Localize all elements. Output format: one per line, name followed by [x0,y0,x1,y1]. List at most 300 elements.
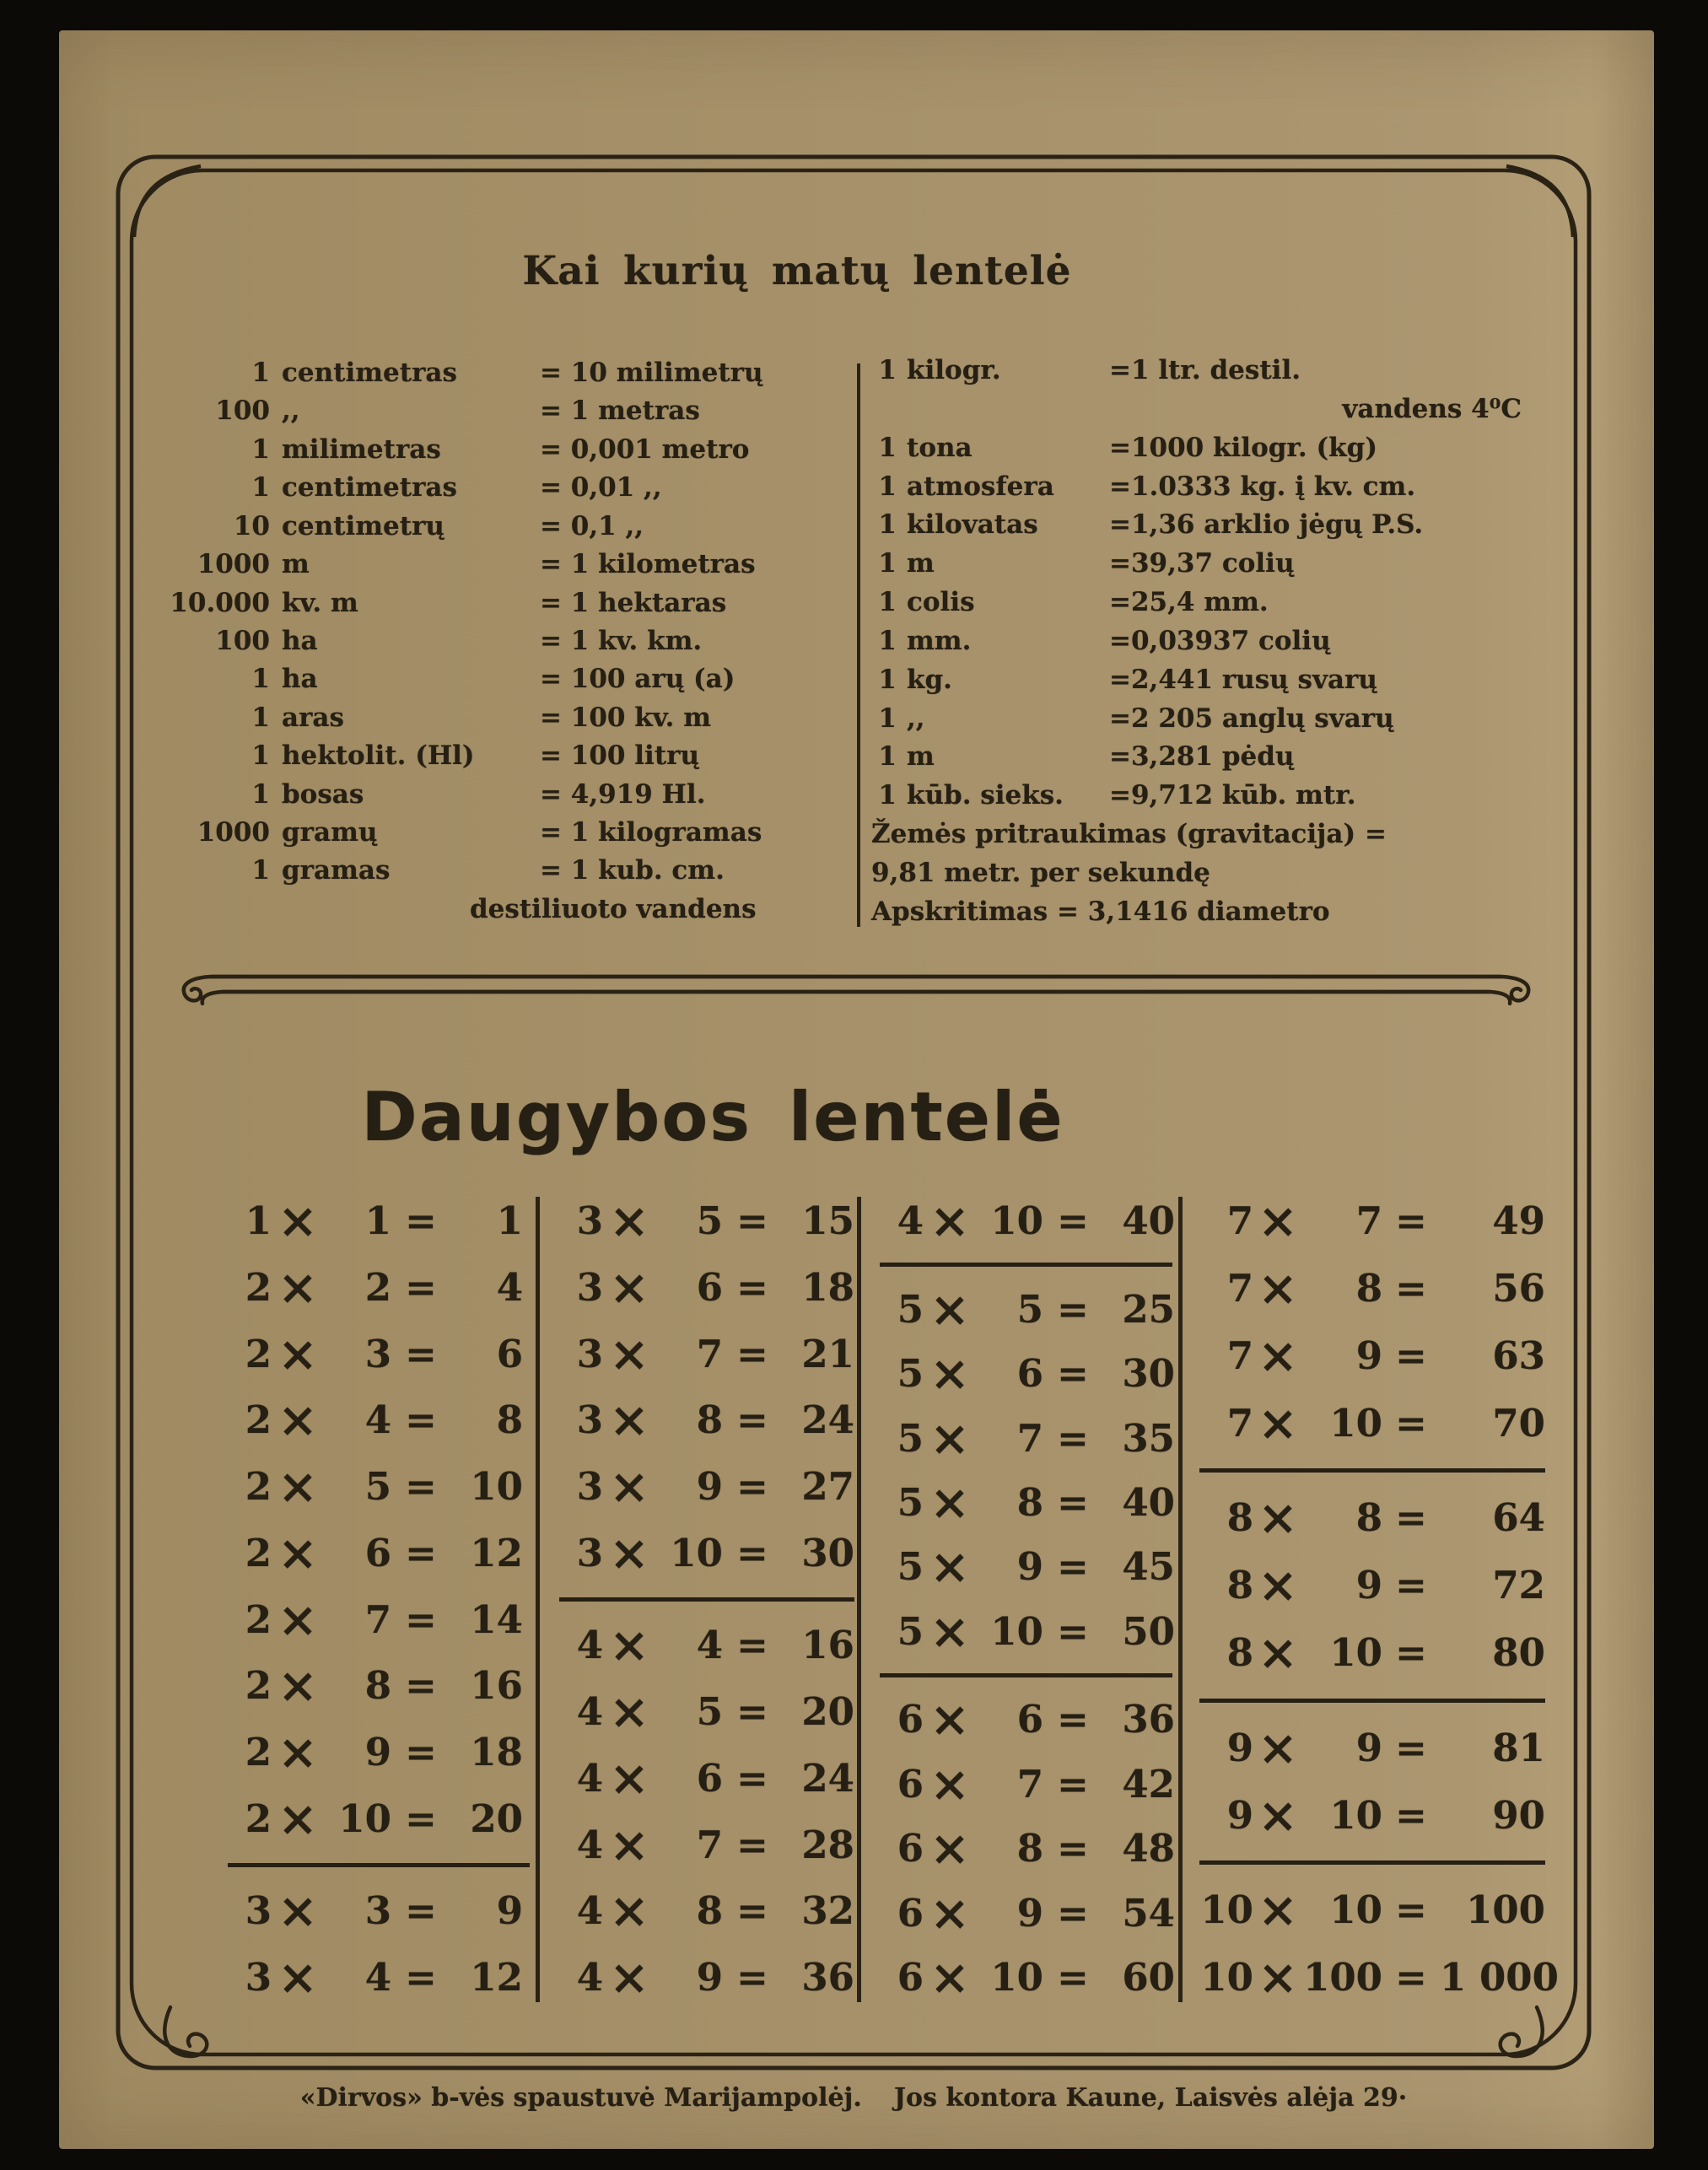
measure-value: =3,281 pėdų [1109,741,1295,773]
measure-unit: mm. [907,625,972,656]
equals-sign: = [736,1331,768,1376]
measure-unit: gramų [282,817,378,848]
measure-value: = 1 kilogramas [540,817,762,848]
equals-sign: = [1395,1887,1427,1932]
measure-row [156,855,854,886]
multiplication-row [880,1280,1175,1338]
measure-number: 1 [251,472,270,503]
multiplication-row [559,1524,854,1581]
factor-b: 10 [670,1530,723,1575]
times-sign: × [609,1617,649,1674]
measure-number: 1 [251,358,270,388]
multiplication-row [228,1790,530,1847]
multiplication-column-4 [1199,1193,1559,2006]
times-sign: × [1258,1557,1298,1614]
factor-a: 10 [1200,1954,1253,2000]
multiplication-row [880,1884,1175,1941]
product: 27 [801,1464,854,1509]
equals-sign: = [1395,1563,1427,1608]
times-sign: × [609,1258,649,1316]
factor-b: 1 [364,1198,391,1243]
imprint-printer: «Dirvos» b-vės spaustuvė Marijampolėj. [299,2083,862,2113]
times-sign: × [1258,1948,1298,2006]
equals-sign: = [1057,1954,1089,2000]
factor-b: 6 [1016,1697,1043,1742]
multiplication-column-1 [228,1193,530,2006]
factor-a: 6 [897,1954,924,2000]
measure-number: 1 [878,664,897,695]
times-sign: × [277,1949,318,2006]
equals-sign: = [736,1689,768,1734]
factor-a: 4 [576,1623,603,1668]
multiplication-row [228,1882,530,1940]
measure-unit: ha [282,625,318,656]
factor-b: 8 [696,1888,723,1934]
factor-b: 8 [1016,1479,1043,1525]
product: 45 [1122,1544,1175,1590]
product: 35 [1122,1415,1175,1461]
multiplication-row [1199,1260,1545,1317]
factor-a: 5 [897,1286,924,1332]
times-sign: × [609,1949,649,2006]
measure-value: =1 ltr. destil. [1109,355,1301,385]
measure-row [871,471,1544,502]
factor-b: 10 [990,1608,1043,1654]
measure-value: =1,36 arklio jėgų P.S. [1109,509,1424,541]
measure-unit: bosas [282,778,364,810]
imprint-office: Jos kontora Kaune, Laisvės alėja 29· [893,2083,1408,2113]
equals-sign: = [405,1663,437,1709]
factor-a: 2 [245,1264,272,1310]
product: 56 [1492,1266,1545,1311]
rule-line [559,1597,854,1602]
multiplication-row [559,1392,854,1449]
measure-value: = 1 kv. km. [540,625,703,656]
measure-value: = 100 kv. m [540,702,712,733]
product: 1 000 [1440,1954,1559,2000]
measure-text: Žemės pritraukimas (gravitacija) = [871,819,1387,850]
times-sign: × [609,1325,649,1382]
times-sign: × [929,1538,970,1596]
times-sign: × [1258,1881,1298,1938]
times-sign: × [609,1458,649,1515]
measure-number: 1 [251,664,270,695]
times-sign: × [929,1345,970,1403]
equals-sign: = [736,1264,768,1310]
factor-a: 7 [1226,1266,1253,1311]
factor-b: 10 [338,1796,391,1841]
measure-number: 10 [233,510,270,541]
factor-a: 3 [245,1888,272,1934]
product: 24 [801,1755,854,1801]
factor-b: 10 [1329,1401,1382,1446]
measure-unit: m [907,548,935,579]
multiplication-row [1199,1489,1545,1547]
product: 80 [1492,1630,1545,1676]
factor-a: 4 [576,1955,603,2000]
equals-sign: = [736,1955,768,2000]
multiplication-title: Daugybos lentelė [361,1078,1064,1156]
paper-card [59,30,1654,2149]
measure-number: 1 [878,509,897,541]
product: 25 [1122,1286,1175,1332]
factor-b: 100 [1303,1954,1382,2000]
product: 12 [470,1955,523,2000]
measure-unit: hektolit. (Hl) [282,740,475,772]
measure-number: 10.000 [170,587,270,618]
product: 10 [470,1464,523,1509]
measure-number: 1000 [197,817,270,848]
factor-b: 3 [364,1888,391,1934]
factor-a: 2 [245,1663,272,1709]
product: 1 [496,1198,523,1243]
factor-a: 2 [245,1730,272,1774]
product: 20 [470,1796,523,1841]
product: 6 [496,1331,523,1376]
multiplication-column-2 [559,1193,854,2006]
measure-number: 1 [251,855,270,886]
multiplication-row [1199,1786,1545,1844]
times-sign: × [277,1724,318,1780]
times-sign: × [929,1755,970,1812]
times-sign: × [277,1882,318,1940]
multiplication-row [559,1193,854,1249]
measure-value: = 1 hektaras [540,587,727,618]
product: 100 [1466,1887,1545,1932]
factor-b: 7 [696,1822,723,1867]
factor-b: 6 [696,1755,723,1801]
measure-number: 100 [215,625,270,656]
measures-left-column [156,358,854,924]
measures-column-divider [857,363,860,927]
product: 49 [1492,1198,1545,1243]
measure-text: 9,81 metr. per sekundę [871,857,1210,888]
factor-b: 9 [1355,1563,1382,1608]
product: 16 [470,1663,523,1709]
times-sign: × [609,1392,649,1449]
equals-sign: = [736,1888,768,1934]
times-sign: × [929,1948,970,2006]
product: 4 [496,1264,523,1310]
product: 36 [801,1955,854,2000]
equals-sign: = [1395,1333,1427,1379]
measure-value: = 100 arų (a) [540,664,735,695]
times-sign: × [929,1820,970,1877]
multiplication-row [880,1602,1175,1660]
multiplication-row [559,1458,854,1515]
multiplication-row [559,1816,854,1873]
measure-number: 1000 [197,549,270,580]
product: 18 [470,1730,523,1774]
equals-sign: = [405,1331,437,1376]
equals-sign: = [1057,1826,1089,1871]
multiplication-row [228,1524,530,1581]
measure-value: = 0,001 metro [540,433,750,465]
multiplication-row [559,1258,854,1316]
factor-b: 10 [1329,1630,1382,1676]
factor-b: 6 [696,1264,723,1310]
column-separator-2 [857,1197,861,2002]
measure-value: =1.0333 kg. į kv. cm. [1109,471,1416,502]
measure-row [156,588,854,618]
measure-note: destiliuoto vandens [470,893,757,924]
times-sign: × [1258,1624,1298,1682]
product: 72 [1492,1563,1545,1608]
factor-a: 6 [897,1826,924,1871]
factor-b: 8 [696,1397,723,1443]
factor-b: 7 [1016,1761,1043,1807]
multiplication-column-3 [880,1193,1175,2006]
factor-b: 9 [1355,1725,1382,1770]
times-sign: × [277,1524,318,1581]
measure-unit: m [282,549,310,580]
measure-value: = 4,919 Hl. [540,778,706,810]
multiplication-row [228,1193,530,1249]
equals-sign: = [1395,1495,1427,1541]
measure-unit: atmosfera [907,471,1054,502]
measures-right-column [871,355,1544,927]
product: 24 [801,1397,854,1443]
measure-number: 1 [251,778,270,810]
measure-row [871,548,1544,579]
factor-b: 5 [364,1464,391,1509]
measure-unit: colis [907,587,975,618]
measure-row [871,741,1544,772]
times-sign: × [609,1749,649,1807]
factor-a: 8 [1226,1495,1253,1541]
product: 16 [801,1623,854,1668]
measure-row [871,433,1544,463]
multiplication-row [228,1724,530,1780]
times-sign: × [1258,1327,1298,1385]
measure-value: = 0,1 ,, [540,510,644,541]
rule-line [1199,1468,1545,1473]
factor-b: 8 [1355,1495,1382,1541]
multiplication-row [880,1345,1175,1403]
measure-unit: aras [282,702,344,733]
times-sign: × [277,1591,318,1648]
measure-unit: gramas [282,855,391,886]
equals-sign: = [1057,1198,1089,1243]
equals-sign: = [1057,1761,1089,1807]
factor-b: 7 [1016,1415,1043,1461]
measures-title: Kai kurių matų lentelė [522,248,1072,294]
measure-number: 1 [878,625,897,656]
factor-a: 2 [245,1597,272,1642]
factor-b: 5 [696,1689,723,1734]
product: 63 [1492,1333,1545,1379]
factor-a: 3 [576,1530,603,1575]
equals-sign: = [405,1530,437,1575]
times-sign: × [277,1193,318,1249]
multiplication-row [1199,1327,1545,1385]
measure-row [156,472,854,503]
equals-sign: = [405,1397,437,1443]
multiplication-row [228,1949,530,2006]
measure-number: 1 [878,355,897,385]
product: 36 [1122,1697,1175,1742]
measure-value: =2 205 anglų svarų [1109,703,1394,734]
factor-a: 9 [1226,1725,1253,1770]
product: 30 [801,1530,854,1575]
times-sign: × [1258,1719,1298,1776]
equals-sign: = [1057,1415,1089,1461]
factor-a: 3 [576,1397,603,1443]
factor-a: 5 [897,1608,924,1654]
times-sign: × [1258,1489,1298,1547]
factor-a: 3 [576,1264,603,1310]
times-sign: × [1258,1260,1298,1317]
factor-b: 10 [990,1954,1043,2000]
times-sign: × [1258,1786,1298,1844]
measure-row [156,358,854,388]
measure-value: = 100 litrų [540,740,700,772]
measure-unit: kūb. sieks. [907,780,1064,811]
times-sign: × [1258,1395,1298,1452]
factor-a: 7 [1226,1333,1253,1379]
rule-line [1199,1860,1545,1865]
measure-row [871,587,1544,617]
product: 8 [496,1397,523,1443]
factor-b: 10 [1329,1792,1382,1838]
measure-unit: kilovatas [907,509,1038,541]
times-sign: × [277,1790,318,1847]
equals-sign: = [405,1464,437,1509]
factor-a: 6 [897,1761,924,1807]
product: 9 [496,1888,523,1934]
measure-unit: centimetrų [282,510,445,541]
multiplication-row [880,1409,1175,1467]
rule-line [228,1863,530,1867]
measure-row [156,664,854,694]
factor-b: 8 [364,1663,391,1709]
product: 15 [801,1198,854,1243]
multiplication-row [880,1473,1175,1531]
measure-number: 1 [251,702,270,733]
factor-b: 7 [696,1331,723,1376]
equals-sign: = [1395,1954,1427,2000]
factor-b: 7 [1355,1198,1382,1243]
product: 90 [1492,1792,1545,1838]
equals-sign: = [736,1755,768,1801]
multiplication-row [228,1657,530,1715]
measure-number: 1 [251,740,270,772]
measure-note: vandens 4⁰C [1342,393,1522,424]
product: 28 [801,1822,854,1867]
times-sign: × [929,1691,970,1748]
measure-value: =39,37 colių [1109,548,1295,579]
multiplication-row [880,1691,1175,1748]
equals-sign: = [1395,1401,1427,1446]
measure-row [156,434,854,465]
times-sign: × [277,1657,318,1715]
divider-ornament [169,948,1544,1041]
times-sign: × [609,1882,649,1940]
measure-unit: kilogr. [907,355,1001,385]
equals-sign: = [736,1822,768,1867]
multiplication-row [880,1755,1175,1812]
factor-a: 4 [576,1755,603,1801]
measure-number: 1 [878,780,897,811]
factor-a: 1 [245,1198,272,1243]
product: 30 [1122,1351,1175,1397]
imprint-footer [118,2083,1589,2113]
times-sign: × [1258,1193,1298,1249]
factor-b: 5 [1016,1286,1043,1332]
multiplication-row [1199,1719,1545,1776]
equals-sign: = [1057,1890,1089,1936]
factor-b: 8 [1016,1826,1043,1871]
equals-sign: = [1057,1286,1089,1332]
measure-value: =1000 kilogr. (kg) [1109,432,1377,463]
measure-unit: kv. m [282,587,358,618]
factor-b: 9 [696,1464,723,1509]
equals-sign: = [736,1530,768,1575]
equals-sign: = [1395,1266,1427,1311]
multiplication-row [1199,1557,1545,1614]
product: 21 [801,1331,854,1376]
factor-b: 9 [696,1955,723,2000]
measure-row [871,355,1544,385]
factor-a: 3 [245,1955,272,2000]
factor-b: 10 [1329,1887,1382,1932]
equals-sign: = [1057,1697,1089,1742]
multiplication-row [1199,1948,1559,2006]
equals-sign: = [405,1888,437,1934]
rule-line [880,1263,1172,1267]
multiplication-row [228,1258,530,1316]
measure-value: = 1 kub. cm. [540,855,725,886]
measure-row [156,396,854,426]
product: 70 [1492,1401,1545,1446]
times-sign: × [929,1409,970,1467]
factor-a: 6 [897,1890,924,1936]
factor-a: 3 [576,1464,603,1509]
product: 20 [801,1689,854,1734]
factor-a: 7 [1226,1198,1253,1243]
factor-a: 5 [897,1479,924,1525]
measure-row [156,740,854,771]
measure-row [156,817,854,848]
product: 81 [1492,1725,1545,1770]
factor-b: 4 [696,1623,723,1668]
factor-a: 5 [897,1544,924,1590]
factor-b: 9 [1016,1544,1043,1590]
times-sign: × [929,1193,970,1249]
product: 64 [1492,1495,1545,1541]
times-sign: × [277,1325,318,1382]
factor-a: 2 [245,1397,272,1443]
equals-sign: = [405,1597,437,1642]
product: 40 [1122,1479,1175,1525]
product: 14 [470,1597,523,1642]
measure-unit: ,, [282,396,300,427]
factor-b: 6 [364,1530,391,1575]
factor-b: 7 [364,1597,391,1642]
equals-sign: = [1395,1792,1427,1838]
rule-line [880,1673,1172,1677]
multiplication-row [228,1392,530,1449]
measure-row [871,780,1544,810]
multiplication-row [559,1683,854,1740]
equals-sign: = [405,1796,437,1841]
measure-row [156,626,854,656]
equals-sign: = [1057,1479,1089,1525]
measure-number: 1 [878,703,897,734]
factor-b: 3 [364,1331,391,1376]
multiplication-row [880,1948,1175,2006]
measure-unit: m [907,741,935,773]
